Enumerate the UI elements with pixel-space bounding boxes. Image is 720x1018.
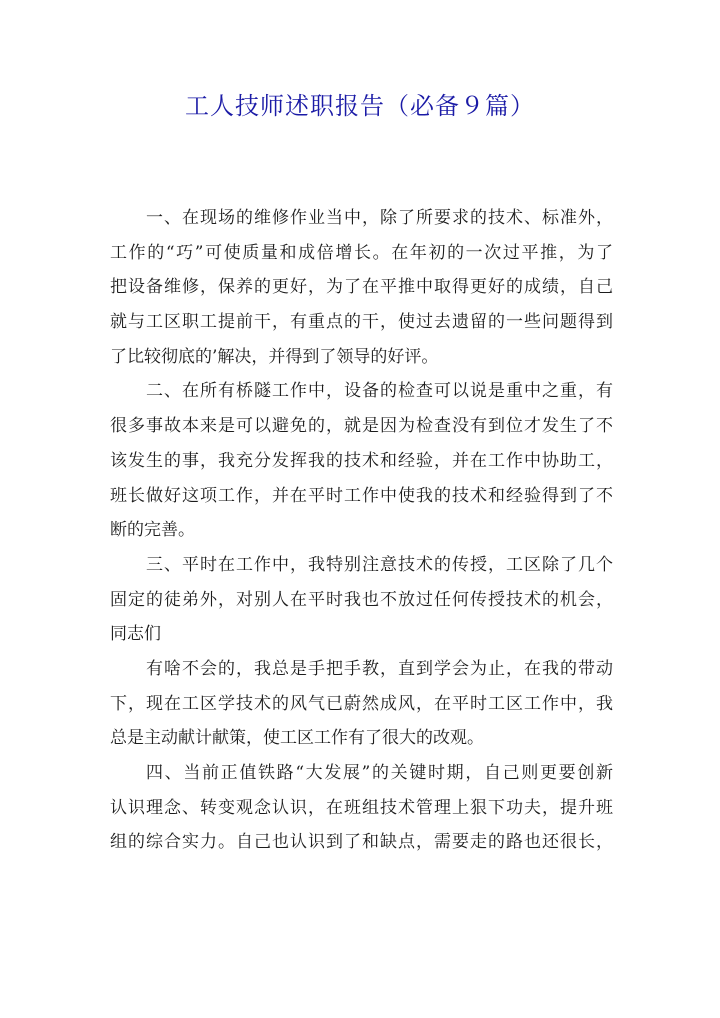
paragraph-3-line-3: 同志们 <box>110 624 161 645</box>
paragraph-2-line-2: 很多事故本来是可以避免的，就是因为检查没有到位才发生了不 <box>110 416 613 437</box>
paragraph-2-line-5: 断的完善。 <box>110 520 195 541</box>
paragraph-4-line-2: 下，现在工区学技术的风气已蔚然成风，在平时工区工作中，我 <box>110 693 613 714</box>
paragraph-4-line-1: 有啥不会的，我总是手把手教，直到学会为止，在我的带动 <box>146 658 613 679</box>
paragraph-2-line-3: 该发生的事，我充分发挥我的技术和经验，并在工作中协助工， <box>110 450 613 471</box>
paragraph-1-line-2: 工作的“巧”可使质量和成倍增长。在年初的一次过平推，为了 <box>110 242 613 263</box>
paragraph-3-line-2: 固定的徒弟外，对别人在平时我也不放过任何传授技术的机会， <box>110 589 613 610</box>
paragraph-5-line-3: 组的综合实力。自己也认识到了和缺点，需要走的路也还很长， <box>110 832 613 853</box>
paragraph-3-line-1: 三、平时在工作中，我特别注意技术的传授，工区除了几个 <box>146 554 613 575</box>
paragraph-1-line-4: 就与工区职工提前干，有重点的干，使过去遗留的一些问题得到 <box>110 312 613 333</box>
paragraph-1-line-5: 了比较彻底的’解决，并得到了领导的好评。 <box>110 346 439 367</box>
paragraph-2-line-1: 二、在所有桥隧工作中，设备的检查可以说是重中之重，有 <box>146 381 613 402</box>
paragraph-4-line-3: 总是主动献计献策，使工区工作有了很大的改观。 <box>110 728 484 749</box>
document-title: 工人技师述职报告（必备９篇） <box>185 92 535 120</box>
paragraph-1-line-1: 一、在现场的维修作业当中，除了所要求的技术、标准外， <box>146 208 613 228</box>
document-body <box>110 201 613 860</box>
paragraph-2-line-4: 班长做好这项工作，并在平时工作中使我的技术和经验得到了不 <box>110 485 613 506</box>
paragraph-1-line-3: 把设备维修，保养的更好，为了在平推中取得更好的成绩，自己 <box>110 277 613 298</box>
paragraph-5-line-2: 认识理念、转变观念认识，在班组技术管理上狠下功夫，提升班 <box>110 797 613 818</box>
paragraph-5-line-1: 四、当前正值铁路“大发展”的关键时期，自己则更要创新 <box>146 763 613 783</box>
